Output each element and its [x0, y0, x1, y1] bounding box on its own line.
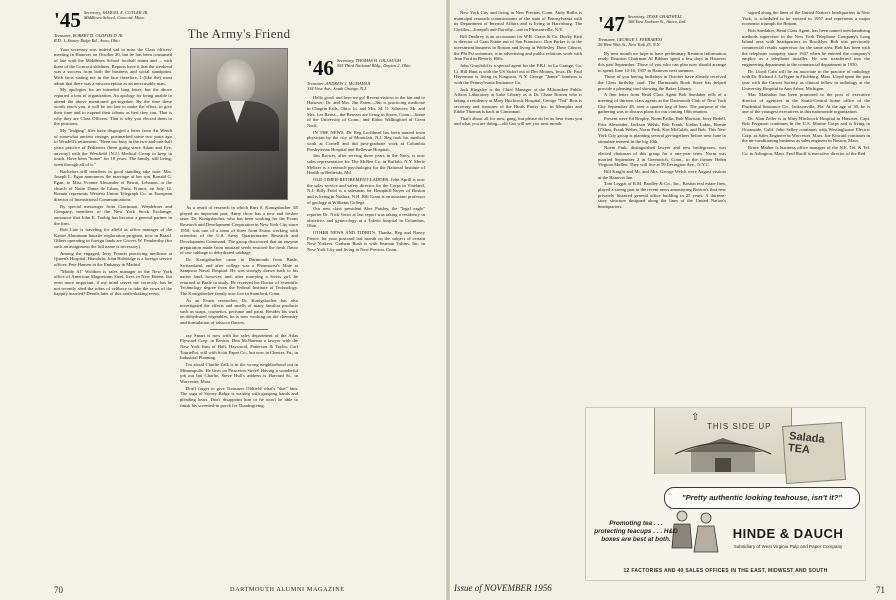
paragraph: Dr. Alan Zeller is at Mary Hitchcock Hospital in Hanover. Capt. Bob Ferguson continues in the U.S. Marine Corps and is living in Oceanside, Calif. John Selley continues with Westinghouse Electric Corp. as Sales Engineer in Worcester, Mass. Joe Kincaid continues in the air-conditioning business as sales engineer in Boston, Mass. — [742, 115, 870, 144]
paragraph: I'm afraid Charlie Zalk is in the wrong neighborhood out in Minneapolis. He lives on Princeton Street! Having a wonderful job out but Charlie, Steve Hull's address is Harvard St., in Worcester, Mass. — [180, 362, 298, 385]
box-label: THIS SIDE UP — [707, 422, 772, 431]
paragraph: John Grayfield is a special agent for the F.B.I. in La Grange, Ga. Lt. Bill Hunt is with the US Sickel out of Des Moines, Iowa. Dr. Paul Heyerman is living in Kingston, N.Y. George "Jamie" Jamison is with the Pennsylvania Insurance Co. — [454, 62, 582, 85]
divider — [210, 329, 268, 330]
left-page — [0, 0, 446, 600]
treasurer-name: Treasurer, ROBERT D. OLDFIELD JR. — [54, 33, 124, 38]
paragraph: Noem Fink, distinguished lawyer and new bridegroom, was elected chairman of this group for a one-year term. Norm was married September 2 in Greenwich, Conn., to the former Helen Virginia Mullen. They will live at 59 Lexington Ave., N.Y.C. — [598, 145, 726, 168]
speech-bubble: "Pretty authentic looking teahouse, isn't it?" — [664, 487, 860, 509]
paragraph: Our new class president Alex Paisley, the "legal eagle" reporter Dr. Nick Voros at last report was taking a residency in obstetrics and gynecology at a Toledo hospital in Columbus, Ohio. — [307, 206, 425, 229]
paragraph: Bill Dealtrey is an accountant for W.R. Grace & Co. Ducky Kirk is director of Gran Estate out of San Francisco. Don Parker is in the investment business in Boston and living in Wellesley. Dave Gibson, the Phi Psi swimmer, is in advertising and public relations work with Jean Ford in Beverly Hills. — [454, 33, 582, 62]
page-number-right: 71 — [876, 585, 885, 595]
treasurer-name: Treasurer, GEORGE J. FERRARESI — [598, 37, 662, 42]
paragraph: Jack Kingsley is the Chief Manager at the Milwaukee Public Affairs Laboratory at Lake Library as is Dr. Chase Bowen who is taking a residency at Mary Hitchcock Hospital. George "Ted" Reis is secretary and treasurer of the Hinds Pastry Inc. in Memphis and Eddie Thomas is back in Cincinnati. — [454, 86, 582, 115]
paragraph: signed along the lines of the United Nation's headquarters in New York, is scheduled to be erected in 1957 and represents a major economic triumph for Boston. — [742, 10, 870, 27]
portrait-photo — [190, 48, 288, 200]
paragraph: My apologies for an intended long letter; but the above reported a loss of organization. An apology for being unable to attend the above mentioned get-together. By the time these words reach you, it will be too late to make the effort, to give their time and to expend their talents as best they can. That is why they are Class Officers. That is why you elected them to the positions. — [54, 87, 172, 127]
secretary-name: Secretary, SAMUEL E. CUTLER JR. — [83, 10, 149, 15]
paragraph: Dr. Lloyd Cain will be an associate in the practice of radiology with Dr. Richard J. LaVigne in Fitchburg, Mass. Lloyd spent the past year with the Cancer Society as clinical fellow in radiology at the University Hospital in Ann Arbor, Michigan. — [742, 68, 870, 91]
promo-line: Promoting tea . . . — [609, 520, 663, 527]
column-class-47 — [598, 14, 726, 399]
paragraph: My "lodging" files have disgorged a letter from Art Wendt of somewhat ancient vintage; postmarked some two years ago to Wendell's retirement. "Been too busy in the two-and-one-half years practice of Pediatrics (been going since Adam and Eve, anyway) with the Westfield (N.J.) Medical Group to keep in touch. Have been "home" for 18 years. The family, still living, went through all of it." — [54, 128, 172, 167]
paragraph: Hello good, and here we go! Recent visitors to the fan and to Hanover: Dr. and Mrs. Jim Esten—Jim is practicing medicine in Chagrin Falls, Ohio; Lt. and Mrs. M. O. Schecter; Mr. and Mrs. Les Berez—the Berezes are living in Storrs, Conn.—home of the University of Conn.; and Eldon Wallingford of Great Neck. — [307, 94, 425, 129]
paragraph: As an Evans researcher, Dr. Konigsbacher has also investigated the effects and smells of many familiar products such as soaps, cosmetics, perfume and paint. Besides his work on dehydrated vegetables, he is now working on the chemistry and formulation of tobacco flavors. — [180, 297, 298, 326]
issue-line: Issue of NOVEMBER 1956 — [454, 583, 552, 593]
paragraph: Among the engaged, Jerry Francis practicing medicine at Queen's Hospital, Honolulu; John Holdridge is a foreign service officer; Pete Hansen at the Embassy in Madrid. — [54, 250, 172, 268]
paragraph: ray Smart is now with the sales department of the Atlas Plywood Corp. in Boston. Don McNamara a lawyer with the New York firm of Hall, Haywood, Patterson & Taylor. Carl Tourtellot, still with Scott Paper Co., but now in Chester, Pa., in Industrial Planning. — [180, 332, 298, 361]
page-number-left: 70 — [54, 585, 63, 595]
paragraph: Present were Ed Brophy, Norm Fallin, Bob Morison, Jerry Bedell, Fritz Alexander, Jackson Welsh, Bob Frank, Jordan Lakin, Bernie O'Shea, Frank Weber, Norm Fink, Kirt McCaleb, and Bob. This New York City group is planning several get-togethers before next June to stimulate interest in the big 10th. — [598, 116, 726, 144]
teahouse-icon — [655, 408, 791, 474]
secretary-address: 308 East Jackson St., Attica, Ind. — [627, 19, 686, 25]
treasurer-address: R.D. 1, Stoney Ridge Rd., Avon, Ohio — [54, 38, 120, 44]
paragraph: Bob Snedaker, Head Class Agent, has been named merchandising methods supervisor in the New York Telephone Company's Long Island area with headquarters in Brooklyn. Bob was previously commercial results supervisor for the same area. Bob has been with the telephone company since 1947 when he entered the company's employ as a telephone installer. He was transferred into the engineering department to the commercial department in 1950. — [742, 27, 870, 67]
paragraph: OTHER NEWS AND TIDBITS: Thanks, Reg and Nancy Pierce, for your postcard last month on the subject of certain New Yorkers. Graham Rush is with Seaman Tubins, Inc. in New York City and living in New Preston, Conn. — [307, 229, 425, 252]
paragraph: Bachelors still members in good standing take note. Mrs. Joseph L. Egan announces the marriage of her son, Ronald G. Egan, to Miss Yvonne Alexander of Beirut, Lebanon, at the church of Notre Dame de Liban, Paris, France, on July 12. Ronnie represents Western Union Telegraph Co. as European director of International Communications. — [54, 168, 172, 202]
paragraph: Dr. Konigsbacher came to Dartmouth from Basle, Switzerland, and after college was a Pharmacist's Mate at Sampson Naval Hospital. He was strongly drawn back to his native land, however, and, after marrying a Swiss girl, he returned to Basle to study. He received his Doctor of Scientific Technology degree from the Federal Institute of Technology. The Konigsbacher family now live in Stamford, Conn. — [180, 256, 298, 296]
promo-line: boxes are best at both. — [601, 536, 671, 543]
paragraph: OLD TIMER-RETIREMENT LADDER. John Aprill is now the sales service and safety director for the Corps in Vineland, N.J. Billy Field is a salesman for Hemphill-Noyes of Boston and is living in Nashua, N.H. Bill Grant is an assistant professor of geology at Williams College. — [307, 177, 425, 205]
paragraph: As a result of research in which Kurt S. Konigsbacher '45 played an important part, Army chow has a new and fresher taste. Dr. Konigsbacher, who has been working for the Evans Research and Development Corporation in New York City since 1950, was one of a team of three from Evans working with scientists of the U.S. Army Quartermaster Research and Development Command. The group discovered that an enzyme preparation made from mustard seeds restored the fresh flavor of raw cabbage to dehydrated cabbage. — [180, 205, 298, 256]
paragraph: Mac Mathalon has been promoted to the post of executive director of agencies in the South-Central home office of the Prudential Insurance Co., Jacksonville, Fla. At the age of 30, he is one of the youngest executives in this nationwide organization. — [742, 92, 870, 115]
class-year: '46 — [307, 58, 334, 80]
column-class-47-cont — [742, 10, 870, 400]
paragraph: That's about all for now, gang, but please do let us hear from you and what you are doing—old Gus will see you next month. — [454, 115, 582, 127]
paragraph: Bill Knight and Mr. and Mrs. George Welch were August visitors at the Hanover Inn. — [598, 168, 726, 180]
treasurer-name: Treasurer, ANDREW J. MCMAHAN — [307, 81, 371, 86]
arrow-up-icon: ⇧ — [691, 412, 700, 423]
shipping-box-illustration — [654, 408, 792, 474]
tea-brand: Salada TEA — [787, 430, 826, 457]
paragraph: By next month we hope to have preliminary Reunion information ready. Reunion Chairman Al Bildner spent a few days in Hanover this past September. Those of you who can plan now should arrange to spend June 14-16, 1957 in Hanover next summer. — [598, 50, 726, 73]
treasurer-address: 334 Vose Ave., South Orange, N.J. — [307, 86, 368, 92]
class-year: '45 — [54, 10, 81, 32]
class-47-heading — [598, 14, 726, 34]
promo-text — [586, 520, 686, 544]
paragraph: IN THE NEWS. Dr. Reg Lochhead has been named town physician by the city of Montclair, N.J. Reg took his medical work at Cornell and did post-graduate work at Columbia Presbyterian Hospital and Bellevue Hospital. — [307, 129, 425, 152]
column-class-46 — [307, 58, 425, 576]
secretary-address: Middlesex School, Concord, Mass. — [83, 15, 145, 21]
paragraph: Jim Brower, after serving three years in the Navy, is now sales representative for The McBee Co. in Buffalo, N.Y. Merle Meltzer is a research psychologist for the National Institute of Health in Bethesda, Md. — [307, 153, 425, 176]
paragraph: Those of you having birthdays in October have already received the Class birthday card. The Dartmouth Book Store has helped provide a pleasing card showing the Baker Library. — [598, 74, 726, 91]
company-logo: HINDE & DAUCH — [732, 526, 844, 541]
class-45-heading — [54, 10, 172, 30]
class-46-heading — [307, 58, 425, 78]
column-class-46-cont — [454, 10, 582, 575]
column-class-45 — [54, 10, 172, 575]
secretary-name: Secretary, THOMAS H. GILLAUGH — [336, 58, 401, 63]
paragraph: Bob Cate is traveling for afield as office manager of the Kaiser Aluminum bauxite exploration program, now in Brazil. Others operating in foreign lands are Groves W. Pemberthy (for such an assignment the full name is necessary). — [54, 227, 172, 250]
magazine-footer: DARTMOUTH ALUMNI MAGAZINE — [230, 586, 345, 593]
secretary-name: Secretary, JESSE CHADWELL — [627, 14, 683, 19]
paragraph: Don't forget to give Treasurer Oldfield what's "due" him. The saga of Stoney Ridge is waiting with grasping hands and pleading heart. Don't disappoint him or he won't be able to finish his screened-in porch for Thanksgiving. — [180, 385, 298, 408]
paragraph: Bruce Mather is business office manager of the N.E. Tel. & Tel. Co. in Arlington, Mass. Fred Ruoff is executive director of the Red — [742, 145, 870, 156]
treasurer-address: 26 West 90th St., New York 25, N.Y. — [598, 42, 660, 48]
column-article — [180, 205, 298, 575]
article-title: The Army's Friend — [187, 26, 291, 41]
paragraph: A fine letter from Head Class Agent Bob Snedaker tells of a meeting of thirteen class agents at the Dartmouth Club of New York City September 28, over a quarter keg of beer. The purpose of the gathering was to discuss plans for our coming 10th reunion. — [598, 92, 726, 115]
company-subsidiary: Subsidiary of West Virginia Pulp and Paper Company — [733, 544, 843, 549]
tea-package — [782, 422, 846, 484]
promo-line: protecting teacups . . . H&D — [594, 528, 678, 535]
hinde-dauch-advertisement — [585, 407, 866, 581]
paragraph: New York City and living in New Preston, Conn. Andy Bullis is municipal research commissioner of the state of Pennsylvania with its Department of Internal Affairs and is living in Harrisburg. The Cecillos—Josepith and Dorothy—are in Pleasantville, N.Y. — [454, 10, 582, 32]
paragraph: By special messenger from Cincinnati, Wendelmer and Company, members of the New York Stock Exchange, announce that John E. Toohig has become a general partner in the firm. — [54, 203, 172, 226]
secretary-address: 505 Third National Bldg., Dayton 2, Ohio — [336, 63, 411, 69]
paragraph: Tom Leggat of R.M. Bradley & Co., Inc., Boston real estate firm, played a strong part in the recent news announcing Boston's first new privately financed general office building in 25 years. A thirteen-story structure designed along the lines of the United Nation's headquarters. — [598, 181, 726, 209]
paragraph: Your secretary was indeed sad to miss the Class officers' meeting in Hanover on October 20, but he has been consumed of late with the Middlesex School football teams and ... with three of the Concord sidelines. Reports have it that the weekend was a success from both the business and social standpoint. With facts stating me in the face therefore, I (like the) most admit that there was a misconception as an inexcusable man. — [54, 46, 172, 86]
class-year: '47 — [598, 14, 625, 36]
company-facts: 12 FACTORIES AND 40 SALES OFFICES IN THE EAST, MIDWEST AND SOUTH — [623, 568, 828, 574]
paragraph: "Moldy Al" Wolthon is sales manager in the New York office of American Magnesium Steel, lives in New Haven, but even more important, if my mind serves me correctly, has he not recently shed the robes of celibacy to take the vows of the happily married? Details later of this earth-shaking event. — [54, 268, 172, 297]
